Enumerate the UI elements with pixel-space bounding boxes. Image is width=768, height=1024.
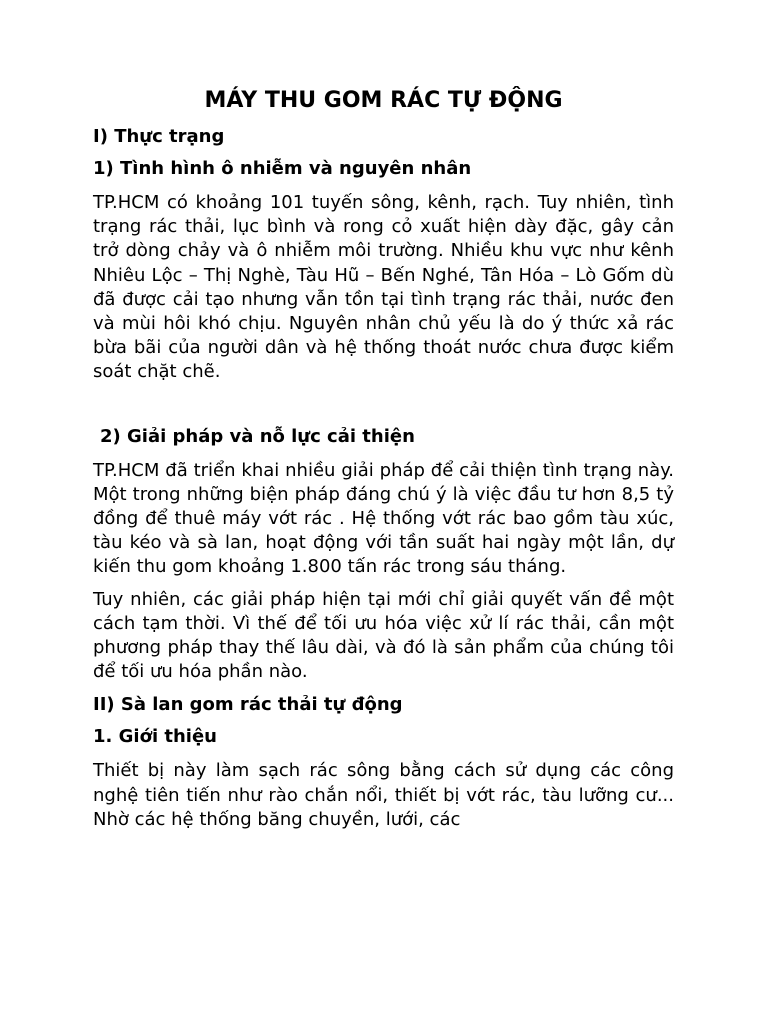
document-page	[93, 86, 674, 840]
paragraph-introduction: Thiết bị này làm sạch rác sông bằng cách sử dụng các công nghệ tiên tiến như rào chắn nổi, thiết bị vớt rác, tàu lưỡng cư... Nhờ các hệ thống băng chuyền, lưới, các	[93, 760, 674, 830]
section-heading-introduction: 1. Giới thiệu	[93, 726, 217, 748]
section-heading-solutions: 2) Giải pháp và nỗ lực cải thiện	[100, 425, 415, 447]
paragraph-pollution-causes: TP.HCM có khoảng 101 tuyến sông, kênh, rạch. Tuy nhiên, tình trạng rác thải, lục bình và rong cỏ xuất hiện dày đặc, gây cản trở dòng chảy và ô nhiễm môi trường. Nhiều khu vực như kênh Nhiêu Lộc – Thị Nghè, Tàu Hũ – Bến Nghé, Tân Hóa – Lò Gốm dù đã được cải tạo nhưng vẫn tồn tại tình trạng rác thải, nước đen và mùi hôi khó chịu. Nguyên nhân chủ yếu là do ý thức xả rác bừa bãi của người dân và hệ thống thoát nước chưa được kiểm soát chặt chẽ.	[93, 192, 674, 383]
section-heading-auto-barge: II) Sà lan gom rác thải tự động	[93, 694, 403, 716]
document-title: MÁY THU GOM RÁC TỰ ĐỘNG	[204, 88, 563, 113]
paragraph-solutions-investment: TP.HCM đã triển khai nhiều giải pháp để cải thiện tình trạng này. Một trong những biện pháp đáng chú ý là việc đầu tư hơn 8,5 tỷ đồng để thuê máy vớt rác . Hệ thống vớt rác bao gồm tàu xúc, tàu kéo và sà lan, hoạt động với tần suất hai ngày một lần, dự kiến thu gom khoảng 1.800 tấn rác trong sáu tháng.	[93, 459, 674, 578]
section-heading-current-situation: I) Thực trạng	[93, 126, 225, 147]
paragraph-solutions-limitations: Tuy nhiên, các giải pháp hiện tại mới chỉ giải quyết vấn đề một cách tạm thời. Vì thế để tối ưu hóa việc xử lí rác thải, cần một phương pháp thay thế lâu dài, và đó là sản phẩm của chúng tôi để tối ưu hóa phần nào.	[93, 588, 674, 683]
blank-line	[93, 393, 674, 424]
section-heading-pollution-causes: 1) Tình hình ô nhiễm và nguyên nhân	[93, 158, 472, 179]
